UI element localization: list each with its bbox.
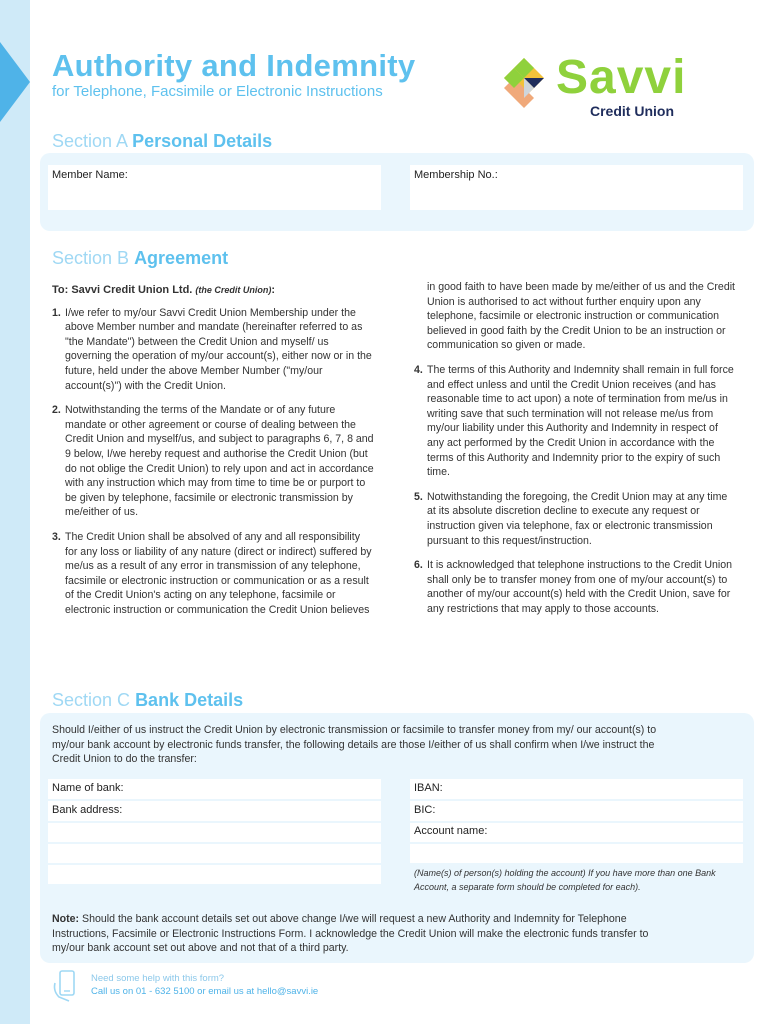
agreement-item-continued xyxy=(414,280,736,353)
item-text: The terms of this Authority and Indemnity shall remain in full force and effect unless and until the Credit Union receives (and has reasonable time to act upon) a note of termination from me/us in writing save that such termination will not release me/us from my/our liability under this Authority and Indemnity in respect of any act performed by the Credit Union in accordance with the terms of this Authority and Indemnity prior to the expiry of such time. xyxy=(427,363,734,479)
agreement-item xyxy=(414,363,736,480)
item-number: 5. xyxy=(414,490,423,503)
help-line-1: Need some help with this form? xyxy=(91,973,225,984)
item-text: in good faith to have been made by me/either of us and the Credit Union is authorised to act without further enquiry upon any telephone, facsimile or electronic instruction or communication believed in good faith by the Credit Union to be an instruction or communication so given or made. xyxy=(427,281,736,352)
item-number: 3. xyxy=(52,530,61,543)
bank-address-field[interactable] xyxy=(48,801,381,821)
bic-label: BIC: xyxy=(414,804,436,816)
section-b-prefix: Section B xyxy=(52,248,130,268)
bic-field[interactable] xyxy=(410,801,743,821)
page-subtitle: for Telephone, Facsimile or Electronic Instructions xyxy=(52,83,383,100)
item-text: The Credit Union shall be absolved of any and all responsibility for any loss or liability of any nature (direct or indirect) suffered by me/us as a result of any error in transmission of any telephone, facsimile or electronic instruction or communication or as a result of the Credit Union's acting on any telephone, facsimile or electronic instruction or communication the Credit Union believes xyxy=(65,530,372,616)
left-decor-strip xyxy=(0,0,30,1024)
member-name-field[interactable] xyxy=(48,165,381,210)
section-c-name: Bank Details xyxy=(135,690,244,710)
addressee-italic: (the Credit Union) xyxy=(195,285,272,295)
account-name-line-2[interactable] xyxy=(410,844,743,863)
section-b-title xyxy=(52,248,228,269)
agreement-item xyxy=(52,306,374,394)
addressee-name: To: Savvi Credit Union Ltd. xyxy=(52,284,193,296)
bank-intro-text: Should I/either of us instruct the Credit Union by electronic transmission or facsimile to transfer money from my/ our account(s) to my/our bank account by electronic funds transfer, the following details are those I/either of us shall confirm when I/we instruct the Credit Union to do the transfer: xyxy=(52,724,657,766)
arrow-decor-icon xyxy=(0,42,30,122)
item-text: I/we refer to my/our Savvi Credit Union Membership under the above Member number and mandate (hereinafter referred to as "the Mandate") between the Credit Union and myself/ us governing the operation of my/our account(s), either now or in the future, held under the above Member Number ("my/our account(s)") with the Credit Union. xyxy=(65,306,372,392)
item-text: Notwithstanding the terms of the Mandate or of any future mandate or other agreement or course of dealing between the Credit Union and myself/us, and subject to paragraphs 6, 7, 8 and 9 below, I/we hereby request and authorise the Credit Union (but do not oblige the Credit Union) to rely upon and act in accordance with any instruction which may from time to time be or purport to be given by telephone, facsimile or electronic transmission by me/either of us. xyxy=(65,404,374,519)
help-text xyxy=(91,972,318,998)
item-number: 2. xyxy=(52,404,61,417)
section-c-prefix: Section C xyxy=(52,690,131,710)
item-text: Notwithstanding the foregoing, the Credit Union may at any time at its absolute discretion decline to execute any request or instruction given via telephone, fax or electronic transmission pursuant to this request/instruction. xyxy=(427,490,728,547)
iban-field[interactable] xyxy=(410,779,743,799)
note-label: Note: xyxy=(52,913,80,925)
account-name-label: Account name: xyxy=(414,825,488,837)
page-title: Authority and Indemnity xyxy=(52,48,416,83)
item-text: It is acknowledged that telephone instructions to the Credit Union shall only be to transfer money from one of my/our account(s) to another of my/our account(s) held with the Credit Union, save for any restrictions that may apply to those accounts. xyxy=(427,559,733,615)
membership-no-field[interactable] xyxy=(410,165,743,210)
agreement-left-column xyxy=(52,283,374,627)
logo-subtitle: Credit Union xyxy=(590,103,674,119)
bank-address-line-3[interactable] xyxy=(48,844,381,863)
section-a-prefix: Section A xyxy=(52,131,128,151)
section-a-name: Personal Details xyxy=(132,131,273,151)
section-c-title xyxy=(52,690,243,711)
agreement-item xyxy=(52,530,374,618)
account-note: (Name(s) of person(s) holding the account) If you have more than one Bank Account, a separate form should be completed for each). xyxy=(414,868,716,892)
bank-address-line-4[interactable] xyxy=(48,865,381,884)
section-b-name: Agreement xyxy=(134,248,229,268)
agreement-item xyxy=(414,490,736,548)
agreement-item xyxy=(414,558,736,616)
name-of-bank-label: Name of bank: xyxy=(52,782,124,794)
bank-address-label: Bank address: xyxy=(52,804,123,816)
note-text: Should the bank account details set out above change I/we will request a new Authority and Indemnity for Telephone Instructions, Facsimile or Electronic Instructions Form. I acknowledge the Credit Union will make the electronic funds transfer to my/our bank account set out above and not that of a third party. xyxy=(52,913,649,955)
phone-help-icon xyxy=(52,969,80,1003)
membership-no-label: Membership No.: xyxy=(414,169,498,181)
logo-wordmark: Savvi xyxy=(556,51,687,104)
addressee-colon: : xyxy=(271,284,276,296)
item-number: 6. xyxy=(414,559,423,572)
help-contact[interactable]: Call us on 01 - 632 5100 or email us at hello@savvi.ie xyxy=(91,986,319,997)
agreement-item xyxy=(52,403,374,520)
addressee-line xyxy=(52,283,374,298)
bank-address-line-2[interactable] xyxy=(48,823,381,842)
section-a-title xyxy=(52,131,272,152)
note-paragraph xyxy=(52,912,652,956)
agreement-right-column xyxy=(414,280,736,626)
iban-label: IBAN: xyxy=(414,782,443,794)
item-number: 1. xyxy=(52,306,61,319)
member-name-label: Member Name: xyxy=(52,169,128,181)
name-of-bank-field[interactable] xyxy=(48,779,381,799)
account-name-field[interactable] xyxy=(410,823,743,842)
item-number: 4. xyxy=(414,363,423,376)
